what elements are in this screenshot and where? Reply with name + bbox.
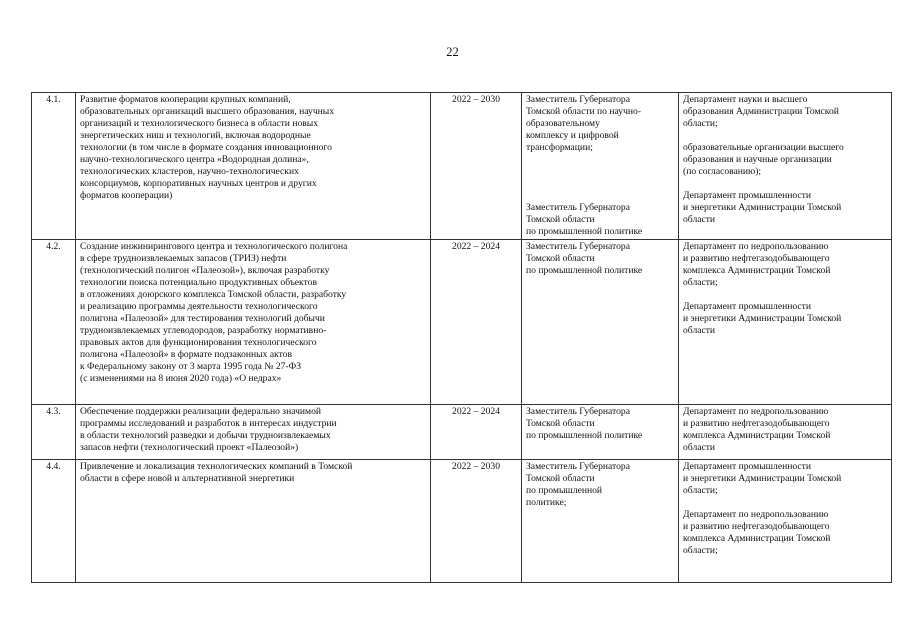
page-number: 22 bbox=[446, 45, 459, 59]
measures-table bbox=[31, 92, 892, 583]
responsible-official: Заместитель Губернатора Томской области по промышленной политике; bbox=[522, 460, 679, 583]
measure-description: Развитие форматов кооперации крупных компаний, образовательных организаций высшего образования, научных организаций и технологического бизнеса в области новых энергетических ниш и технологий, включая водородные технологии (в том числе в формате создания инновационного научно-технологического центра «Водородная долина», технологических кластеров, научно-технологических консорциумов, корпоративных научных центров и других форматов кооперации) bbox=[76, 93, 431, 240]
executors: Департамент науки и высшего образования Администрации Томской области; образовательные организации высшего образования и научные организации (по согласованию); Департамент промышленности и энергетики Администрации Томской области bbox=[679, 93, 892, 240]
implementation-period: 2022 – 2030 bbox=[431, 460, 522, 583]
table-row bbox=[32, 405, 892, 460]
row-number: 4.3. bbox=[32, 405, 76, 460]
responsible-official: Заместитель Губернатора Томской области по промышленной политике bbox=[522, 240, 679, 405]
executors: Департамент по недропользованию и развитию нефтегазодобывающего комплекса Администрации Томской области; Департамент промышленности и энергетики Администрации Томской области bbox=[679, 240, 892, 405]
implementation-period: 2022 – 2024 bbox=[431, 405, 522, 460]
executors: Департамент по недропользованию и развитию нефтегазодобывающего комплекса Администрации Томской области bbox=[679, 405, 892, 460]
row-number: 4.1. bbox=[32, 93, 76, 240]
measure-description: Создание инжинирингового центра и технологического полигона в сфере трудноизвлекаемых запасов (ТРИЗ) нефти (технологический полигон «Палеозой»), включая разработку технологии поиска потенциально продуктивных объектов в отложениях доюрского комплекса Томской области, разработку и реализацию программы деятельности технологического полигона «Палеозой» для тестирования технологий добычи трудноизвлекаемых углеводородов, разработку нормативно- правовых актов для функционирования технологического полигона «Палеозой» в формате подзаконных актов к Федеральному закону от 3 марта 1995 года № 27-ФЗ (с изменениями на 8 июня 2020 года) «О недрах» bbox=[76, 240, 431, 405]
table-row bbox=[32, 240, 892, 405]
executors: Департамент промышленности и энергетики Администрации Томской области; Департамент по недропользованию и развитию нефтегазодобывающего комплекса Администрации Томской области; bbox=[679, 460, 892, 583]
measure-description: Обеспечение поддержки реализации федерально значимой программы исследований и разработок в интересах индустрии в области технологий разведки и добычи трудноизвлекаемых запасов нефти (технологический проект «Палеозой») bbox=[76, 405, 431, 460]
responsible-official: Заместитель Губернатора Томской области по промышленной политике bbox=[522, 405, 679, 460]
implementation-period: 2022 – 2030 bbox=[431, 93, 522, 240]
row-number: 4.2. bbox=[32, 240, 76, 405]
implementation-period: 2022 – 2024 bbox=[431, 240, 522, 405]
table-row bbox=[32, 460, 892, 583]
row-number: 4.4. bbox=[32, 460, 76, 583]
responsible-official: Заместитель Губернатора Томской области по научно- образовательному комплексу и цифровой трансформации; Заместитель Губернатора Томской области по промышленной политике bbox=[522, 93, 679, 240]
measure-description: Привлечение и локализация технологических компаний в Томской области в сфере новой и альтернативной энергетики bbox=[76, 460, 431, 583]
table-row bbox=[32, 93, 892, 240]
